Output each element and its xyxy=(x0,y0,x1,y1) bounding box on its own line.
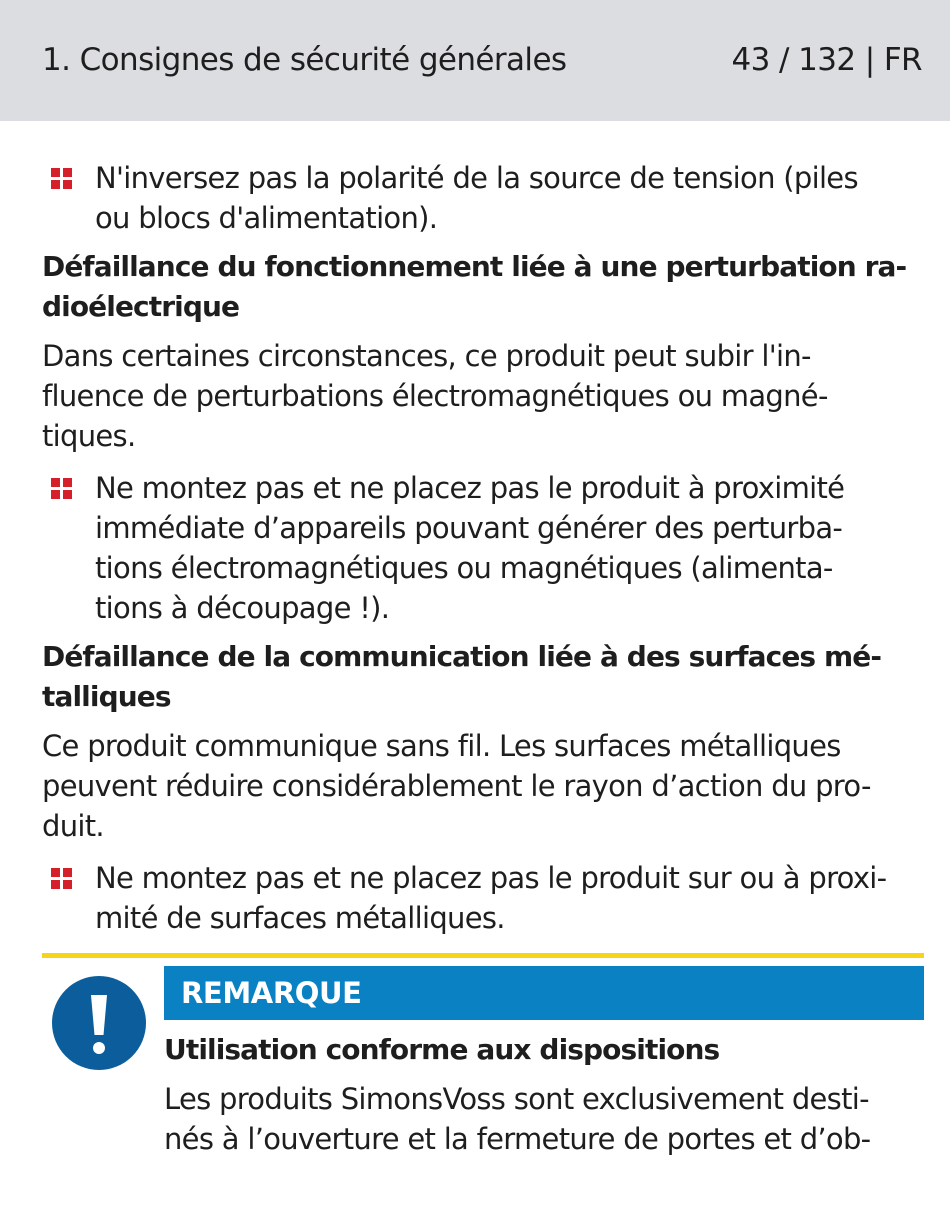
bullet-squares-icon xyxy=(51,868,72,889)
notice-label: REMARQUE xyxy=(164,966,924,1020)
page-header xyxy=(0,0,950,121)
heading-radio-interference: Défaillance du fonctionnement liée à une perturbation ra- dioélectrique xyxy=(42,250,907,323)
paragraph-metal-surfaces: Ce produit communique sans fil. Les surfaces métalliques peuvent réduire considérablement le rayon d’action du pro- duit. xyxy=(42,729,871,843)
bullet-item-radio: Ne montez pas et ne placez pas le produit à proximité immédiate d’appareils pouvant générer des perturba- tions électromagnétiques ou magnétiques (alimenta- tions à découpage !). xyxy=(42,468,927,628)
section-title: 1. Consignes de sécurité générales xyxy=(42,42,567,78)
notice-heading: Utilisation conforme aux dispositions xyxy=(164,1033,720,1066)
paragraph-radio-interference: Dans certaines circonstances, ce produit peut subir l'in- fluence de perturbations électromagnétiques ou magné- tiques. xyxy=(42,339,828,453)
notice-body xyxy=(164,966,924,1159)
page-indicator: 43 / 132 | FR xyxy=(731,42,922,78)
bullet-squares-icon xyxy=(51,478,72,499)
bullet-squares-icon xyxy=(51,168,72,189)
bullet-item-polarity xyxy=(42,158,927,238)
notice-text: Les produits SimonsVoss sont exclusivement desti- nés à l’ouverture et la fermeture de portes et d’ob- xyxy=(164,1082,871,1156)
notice-divider xyxy=(42,953,924,958)
bullet-line: ou blocs d'alimentation). xyxy=(95,201,438,235)
bullet-item-metal: Ne montez pas et ne placez pas le produit sur ou à proxi- mité de surfaces métalliques. xyxy=(42,858,927,938)
heading-metal-surfaces: Défaillance de la communication liée à des surfaces mé- talliques xyxy=(42,640,882,713)
exclamation-icon xyxy=(51,975,147,1071)
bullet-line: N'inversez pas la polarité de la source de tension (piles xyxy=(95,161,858,195)
page-content xyxy=(42,158,927,938)
notice-box xyxy=(42,953,924,1156)
